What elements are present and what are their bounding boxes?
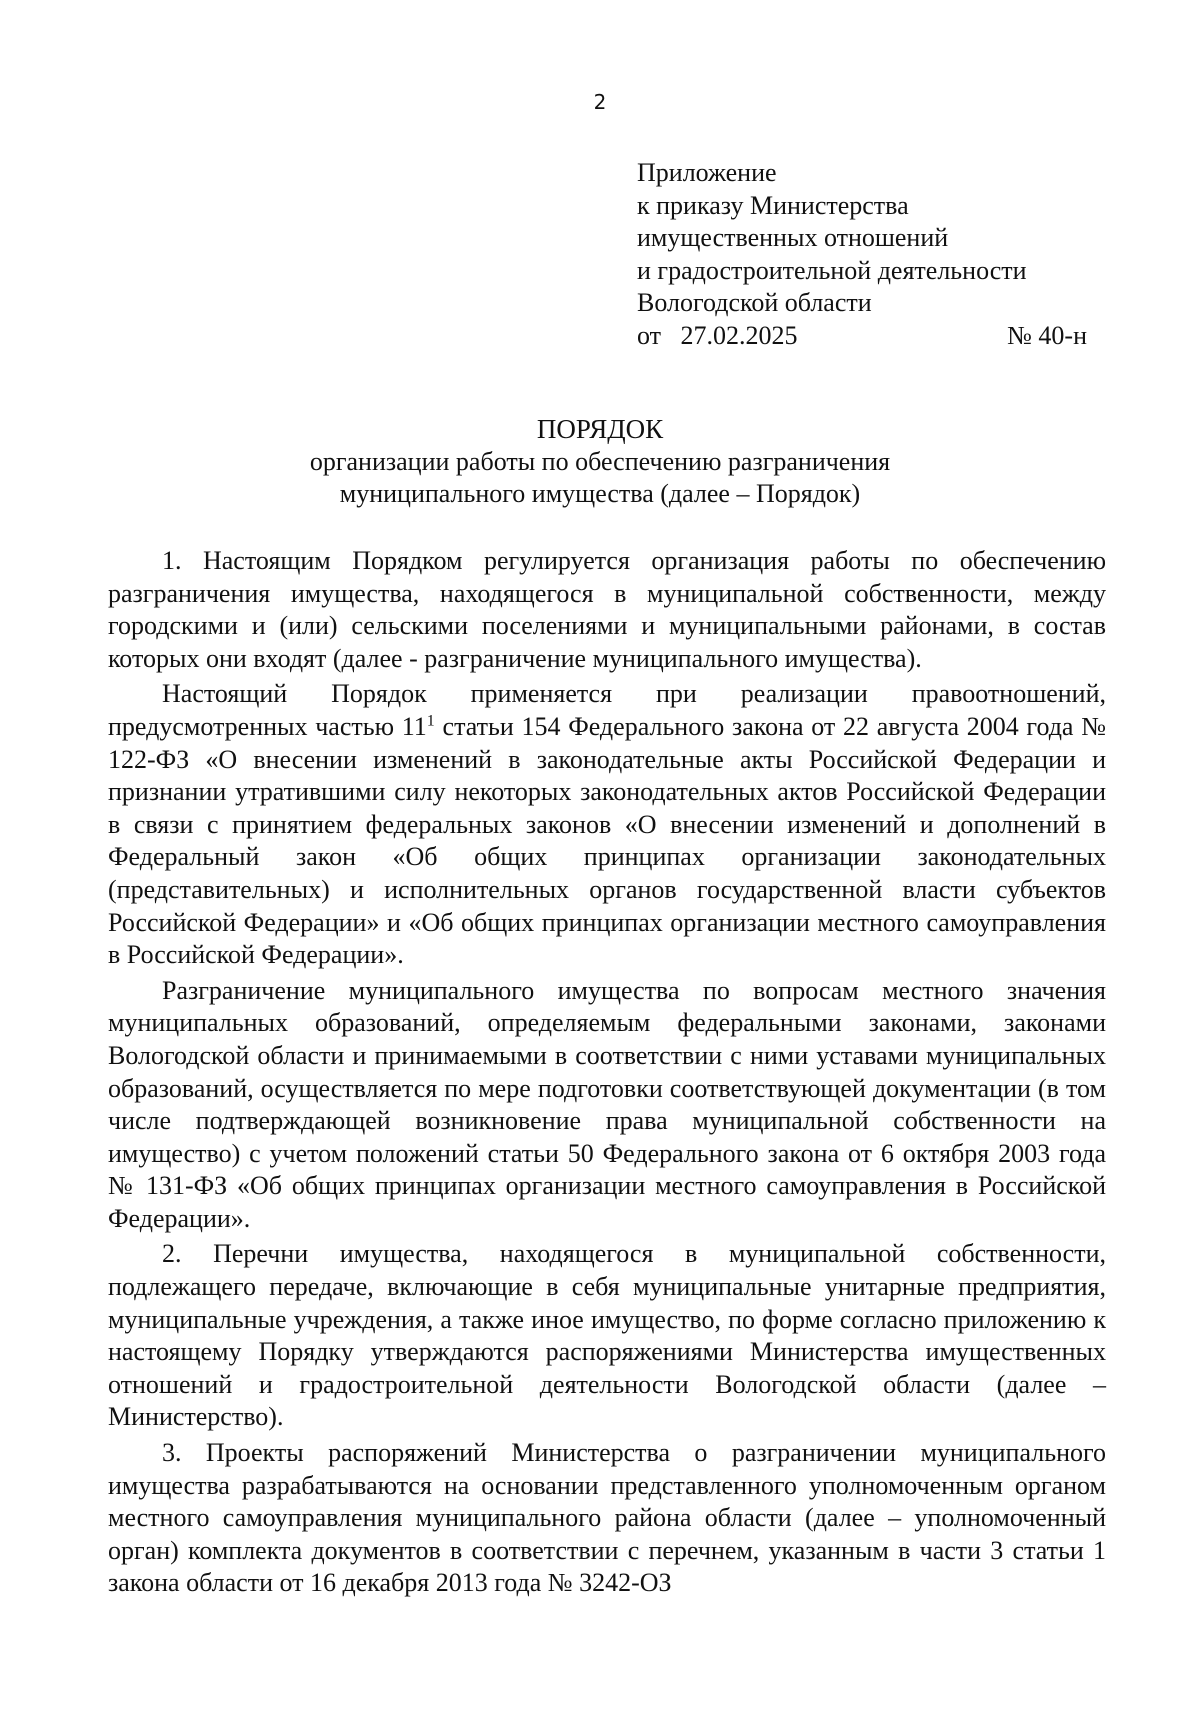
paragraph-2-text-end: статьи 154 Федерального закона от 22 августа 2004 года № 122-ФЗ «О внесении изменений в законодательные акты Российской Федерации и признании утратившими силу некоторых законодательных актов Российской Федерации в связи с принятием федеральных законов «О внесении изменений и дополнений в Федеральный закон «Об общих принципах организации законодательных (представительных) и исполнительных органов государственной власти субъектов Российской Федерации» и «Об общих принципах организации местного самоуправления в Российской Федерации».: [108, 711, 1106, 970]
page-number: 2: [593, 90, 607, 114]
paragraph-2: [108, 678, 1106, 971]
annex-line: к приказу Министерства: [637, 190, 909, 220]
annex-line: Приложение: [637, 158, 777, 187]
annex-line: Вологодской области: [637, 288, 872, 317]
document-body: [108, 545, 1106, 1600]
document-subtitle: организации работы по обеспечению разграничения: [309, 446, 891, 476]
order-date: от 27.02.2025: [637, 320, 798, 350]
paragraph-1: 1. Настоящим Порядком регулируется организация работы по обеспечению разграничения имущества, находящегося в муниципальной собственности, между городскими и (или) сельскими поселениями и муниципальными районами, в состав которых они входят (далее - разграничение муниципального имущества).: [108, 546, 1106, 673]
paragraph-4: 2. Перечни имущества, находящегося в муниципальной собственности, подлежащего передаче, включающие в себя муниципальные унитарные предприятия, муниципальные учреждения, а также иное имущество, по форме согласно приложению к настоящему Порядку утверждаются распоряжениями Министерства имущественных отношений и градостроительной деятельности Вологодской области (далее – Министерство).: [108, 1239, 1106, 1432]
superscript-marker: 1: [426, 712, 435, 730]
document-subtitle: муниципального имущества (далее – Порядок): [339, 479, 861, 508]
order-number: № 40-н: [1007, 320, 1087, 350]
annex-date-row: [637, 320, 1097, 353]
document-heading: [0, 413, 1200, 511]
paragraph-2-text-start: Настоящий Порядок применяется при реализации правоотношений, предусмотренных частью 11: [108, 679, 1106, 741]
annex-line: имущественных отношений: [637, 223, 949, 252]
annex-line: и градостроительной деятельности: [637, 255, 1027, 285]
paragraph-5: 3. Проекты распоряжений Министерства о разграничении муниципального имущества разрабатываются на основании представленного уполномоченным органом местного самоуправления муниципального района области (далее – уполномоченный орган) комплекта документов в соответствии с перечнем, указанным в части 3 статьи 1 закона области от 16 декабря 2013 года № 3242-ОЗ: [108, 1438, 1106, 1598]
annex-block: [637, 157, 1097, 352]
document-title: ПОРЯДОК: [536, 414, 664, 444]
paragraph-3: Разграничение муниципального имущества по вопросам местного значения муниципальных образований, определяемым федеральными законами, законами Вологодской области и принимаемыми в соответствии с ними уставами муниципальных образований, осуществляется по мере подготовки соответствующей документации (в том числе подтверждающей возникновение права муниципальной собственности на имущество) с учетом положений статьи 50 Федерального закона от 6 октября 2003 года № 131-ФЗ «Об общих принципах организации местного самоуправления в Российской Федерации».: [108, 975, 1106, 1233]
